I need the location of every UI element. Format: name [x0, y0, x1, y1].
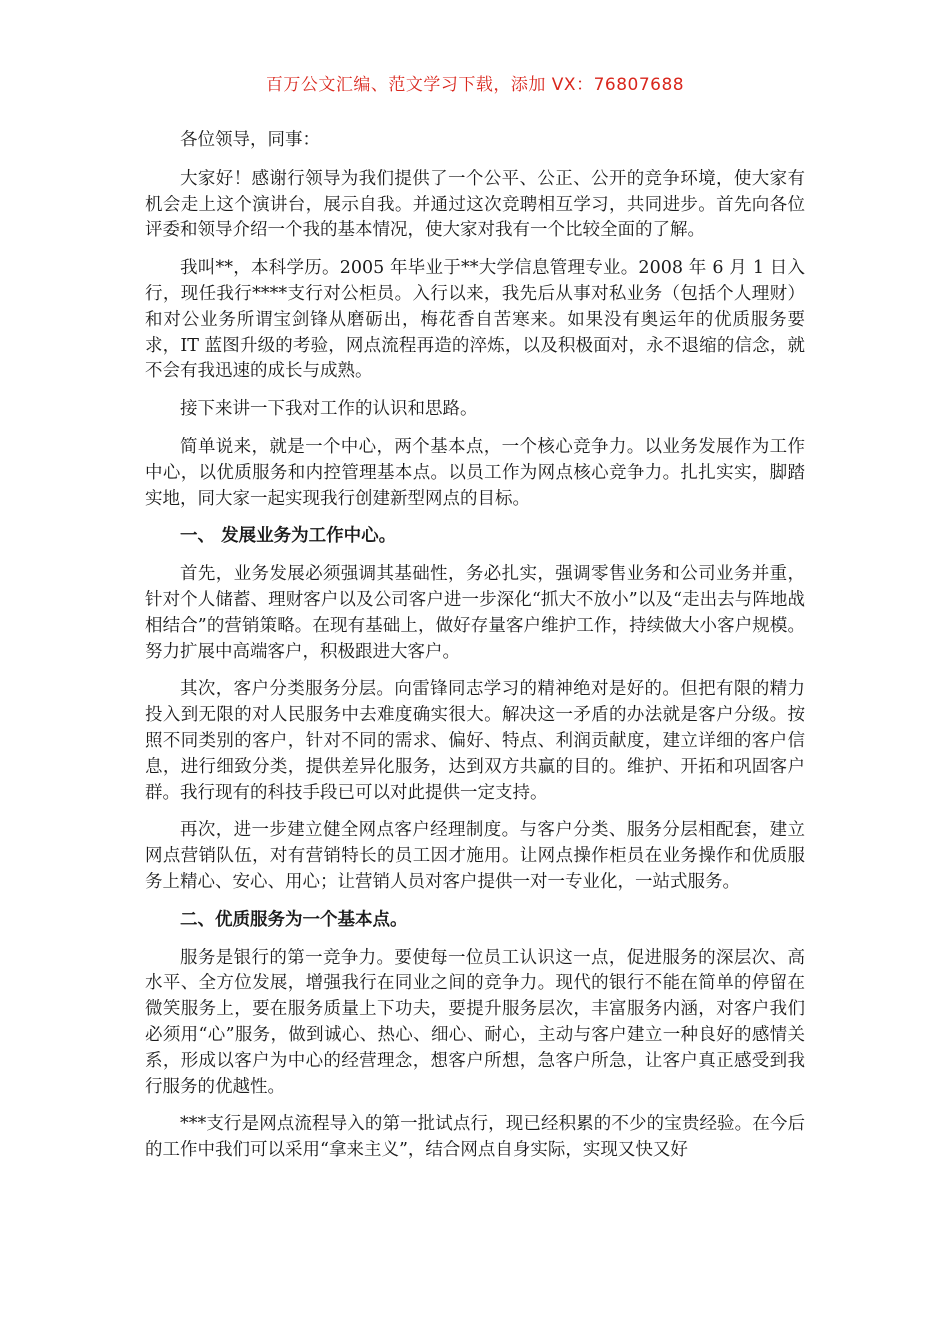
salutation: 各位领导，同事：	[180, 130, 320, 150]
paragraph-background: 我叫**，本科学历。2005 年毕业于**大学信息管理专业。2008 年 6 月 1 日入行，现任我行****支行对公柜员。入行以来，我先后从事对私业务（包括个人理财）和对公业务所谓宝剑锋从磨砺出，梅花香自苦寒来。如果没有奥运年的优质服务要求，IT 蓝图升级的考验，网点流程再造的淬炼，以及积极面对，永不退缩的信念，就不会有我迅速的成长与成熟。	[145, 258, 805, 382]
paragraph-intro: 大家好！感谢行领导为我们提供了一个公平、公正、公开的竞争环境，使大家有机会走上这个演讲台，展示自我。并通过这次竞聘相互学习，共同进步。首先向各位评委和领导介绍一个我的基本情况，使大家对我有一个比较全面的了解。	[145, 168, 805, 241]
header-banner: 百万公文汇编、范文学习下载，添加 VX：76807688	[265, 75, 685, 95]
paragraph-third: 再次，进一步建立健全网点客户经理制度。与客户分类、服务分层相配套，建立网点营销队伍，对有营销特长的员工因才施用。让网点操作柜员在业务操作和优质服务上精心、安心、用心；让营销人员对客户提供一对一专业化，一站式服务。	[145, 820, 805, 892]
paragraph-second: 其次，客户分类服务分层。向雷锋同志学习的精神绝对是好的。但把有限的精力投入到无限的对人民服务中去难度确实很大。解决这一矛盾的办法就是客户分级。按照不同类别的客户，针对不同的需求、偏好、特点、利润贡献度，建立详细的客户信息，进行细致分类，提供差异化服务，达到双方共赢的目的。维护、开拓和巩固客户群。我行现有的科技手段已可以对此提供一定支持。	[145, 679, 805, 803]
paragraph-summary: 简单说来，就是一个中心，两个基本点，一个核心竞争力。以业务发展作为工作中心，以优质服务和内控管理基本点。以员工作为网点核心竞争力。扎扎实实，脚踏实地，同大家一起实现我行创建新型网点的目标。	[145, 436, 805, 509]
paragraph-pilot: ***支行是网点流程导入的第一批试点行，现已经积累的不少的宝贵经验。在今后的工作中我们可以采用“拿来主义”，结合网点自身实际，实现又快又好	[145, 1114, 805, 1161]
paragraph-first: 首先，业务发展必须强调其基础性，务必扎实，强调零售业务和公司业务并重，针对个人储蓄、理财客户以及公司客户进一步深化“抓大不放小”以及“走出去与阵地战相结合”的营销策略。在现有基础上，做好存量客户维护工作，持续做大小客户规模。努力扩展中高端客户，积极跟进大客户。	[145, 564, 805, 662]
section-heading-1: 一、 发展业务为工作中心。	[180, 526, 397, 547]
paragraph-service: 服务是银行的第一竞争力。要使每一位员工认识这一点，促进服务的深层次、高水平、全方位发展，增强我行在同业之间的竞争力。现代的银行不能在简单的停留在微笑服务上，要在服务质量上下功夫，要提升服务层次，丰富服务内涵，对客户我们必须用“心”服务，做到诚心、热心、细心、耐心，主动与客户建立一种良好的感情关系，形成以客户为中心的经营理念，想客户所想，急客户所急，让客户真正感受到我行服务的优越性。	[145, 947, 805, 1097]
section-heading-2: 二、优质服务为一个基本点。	[180, 909, 408, 930]
paragraph-transition: 接下来讲一下我对工作的认识和思路。	[180, 399, 478, 420]
document-body	[145, 128, 805, 1176]
